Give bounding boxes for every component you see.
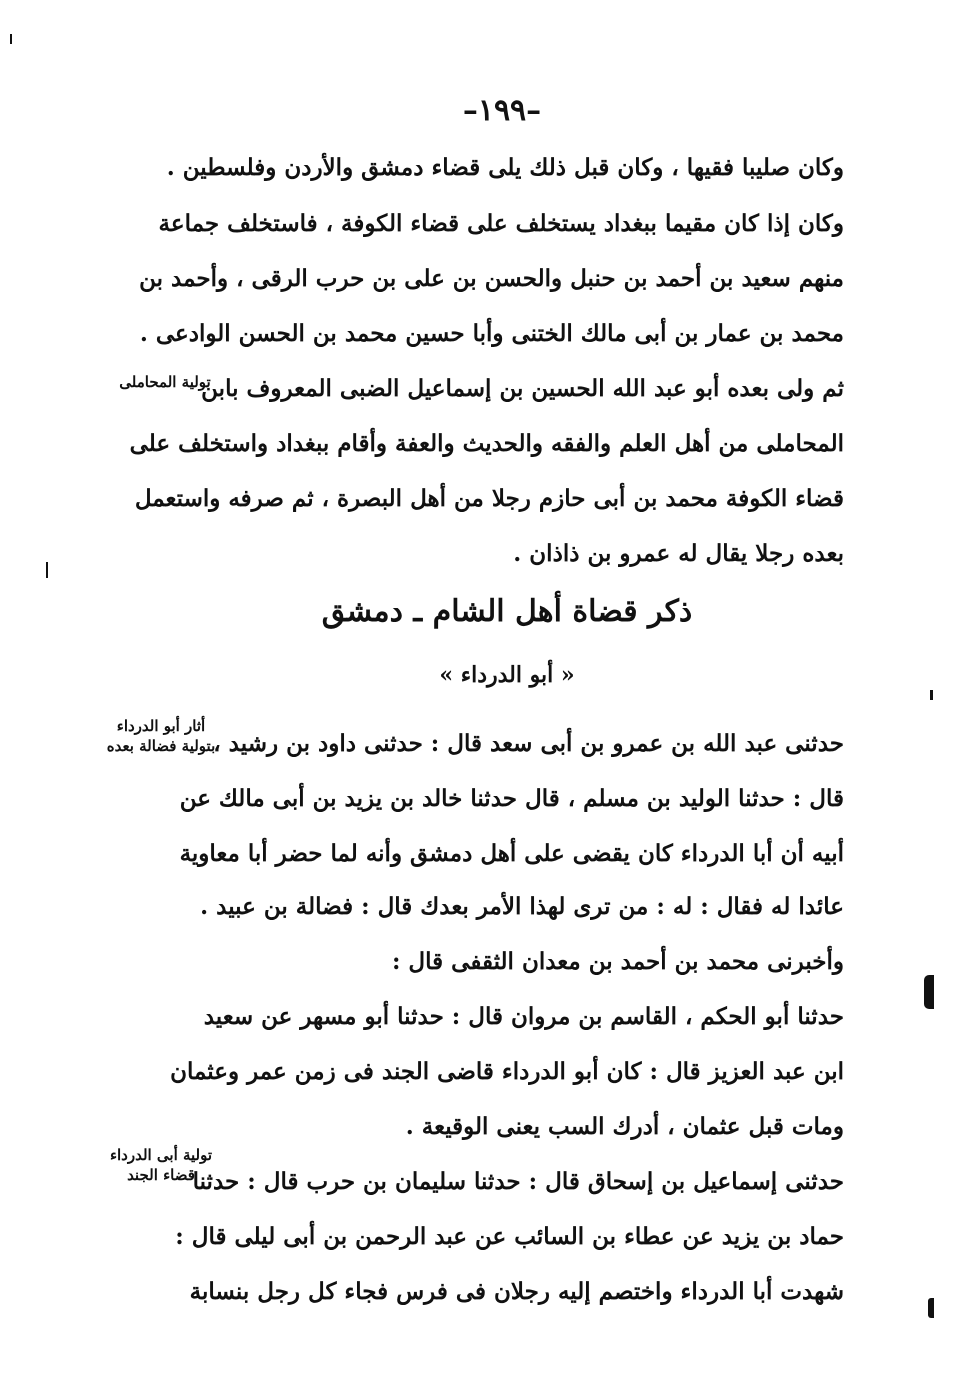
text-line: ومات قبل عثمان ، أدرك السب يعنى الوقيعة . [405,1113,844,1140]
text-line: قال : حدثنا الوليد بن مسلم ، قال حدثنا خالد بن يزيد بن أبى مالك عن [179,785,844,812]
text-line: ثم ولى بعده أبو عبد الله الحسين بن إسماعيل الضبى المعروف بابن [201,375,844,402]
text-line: حدثنى إسماعيل بن إسحاق قال : حدثنا سليمان بن حرب قال : حدثنا [192,1168,844,1195]
text-line: شهدت أبا الدرداء واختصم إليه رجلان فى فرس فجاء كل رجل بنسابة [189,1278,844,1305]
margin-note-text: بتولية فضالة بعده [106,737,216,755]
margin-note-text: أثار أبو الدرداء [116,717,206,735]
margin-note-text: قضاء الجند [127,1166,195,1184]
text-line: ابن عبد العزيز قال : كان أبو الدرداء قاضى الجند فى زمن عمر وعثمان [170,1058,844,1085]
text-line: أبيه أن أبا الدرداء كان يقضى على أهل دمشق وأنه لما حضر أبا معاوية [179,840,844,867]
text-line: حماد بن يزيد عن عطاء بن السائب عن عبد الرحمن بن أبى ليلى قال : [175,1223,844,1250]
margin-note [100,716,222,756]
section-subtitle: « أبو الدرداء » [439,662,575,688]
scan-edge-mark [930,690,933,700]
section-title: ذكر قضاة أهل الشام ـ دمشق [321,594,693,629]
margin-note [110,372,220,392]
text-line: بعده رجلا يقال له عمرو بن ذاذان . [513,540,844,567]
scan-edge-mark [10,34,12,44]
text-line: وكان صليبا فقيها ، وكان قبل ذلك يلى قضاء دمشق والأردن وفلسطين . [166,154,844,181]
scan-edge-mark [924,975,934,1009]
text-line: وكان إذا كان مقيما ببغداد يستخلف على قضاء الكوفة ، فاستخلف جماعة [158,210,844,237]
margin-note-text: تولية المحاملى [119,373,211,391]
text-line: قضاء الكوفة محمد بن أبى حازم رجلا من أهل البصرة ، ثم صرفه واستعمل [134,485,844,512]
page-number: –١٩٩– [462,93,542,128]
margin-note [100,1145,222,1185]
text-line: محمد بن عمار بن أبى مالك الختنى وأبا حسين محمد بن الحسن الوادعى . [139,320,844,347]
text-line: عائدا له فقال : له : من ترى لهذا الأمر بعدك قال : فضالة بن عبيد . [200,893,844,920]
scan-edge-mark [46,562,48,578]
text-line: حدثنى عبد الله بن عمرو بن أبى سعد قال : حدثنى داود بن رشيد ، [213,730,844,757]
text-line: المحاملى من أهل العلم والفقه والحديث والعفة وأقام ببغداد واستخلف على [129,430,844,457]
text-line: منهم سعيد بن أحمد بن حنبل والحسن بن على بن حرب الرقى ، وأحمد بن [139,265,844,292]
text-line: حدثنا أبو الحكم ، القاسم بن مروان قال : حدثنا أبو مسهر عن سعيد [203,1003,844,1030]
scan-edge-mark [928,1298,934,1318]
margin-note-text: تولية أبى الدرداء [109,1146,213,1164]
text-line: وأخبرنى محمد بن أحمد بن معدان الثقفى قال : [391,948,844,975]
